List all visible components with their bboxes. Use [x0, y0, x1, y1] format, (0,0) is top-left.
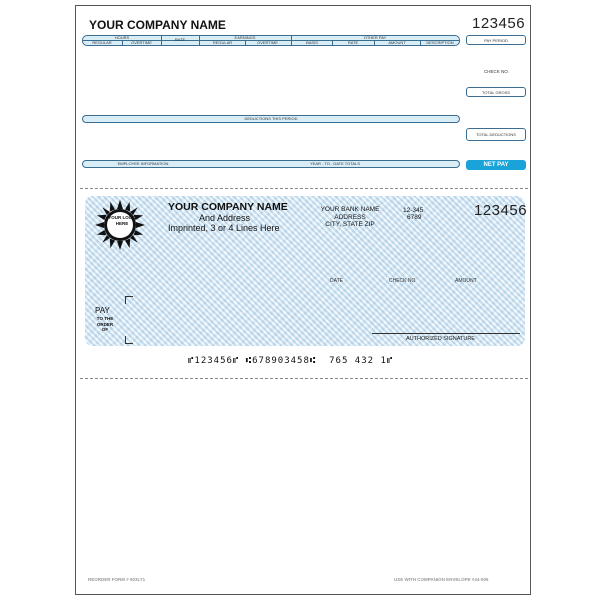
- col-hours-overtime: OVERTIME: [131, 40, 152, 45]
- pay-label: PAY: [95, 306, 110, 315]
- date-label: DATE: [330, 278, 343, 284]
- col-divider: [122, 40, 123, 46]
- total-gross-box: TOTAL GROSS: [466, 87, 526, 97]
- check-company-name: YOUR COMPANY NAME: [168, 201, 288, 213]
- col-earnings-overtime: OVERTIME: [257, 40, 278, 45]
- earnings-group-label: EARNINGS: [234, 35, 256, 40]
- col-divider: [374, 40, 375, 46]
- check-no-label: CHECK NO.: [484, 69, 510, 74]
- bank-city: CITY, STATE ZIP: [325, 221, 375, 228]
- address-line-2: Imprinted, 3 or 4 Lines Here: [168, 223, 280, 233]
- bank-address: ADDRESS: [334, 213, 366, 221]
- col-amount: AMOUNT: [388, 40, 406, 45]
- stub-check-number: 123456: [472, 15, 526, 32]
- routing-fraction: [403, 207, 423, 221]
- col-basis: BASIS: [306, 40, 318, 45]
- address-line-1: And Address: [199, 213, 251, 223]
- to-the-order-of-label: TO THE ORDER OF: [96, 316, 114, 332]
- companion-envelope-note: USE WITH COMPANION ENVELOPE #44-005: [394, 577, 489, 582]
- col-hours-regular: REGULAR: [92, 40, 112, 45]
- col-earnings-regular: REGULAR: [212, 40, 233, 45]
- total-deductions-box: TOTAL DEDUCTIONS: [466, 128, 526, 141]
- authorized-signature-label: AUTHORIZED SIGNATURE: [406, 336, 475, 342]
- col-rate: RATE: [174, 37, 186, 42]
- window-corner-mark: [125, 296, 133, 304]
- col-other-rate: RATE: [347, 40, 359, 45]
- col-divider: [420, 40, 421, 46]
- employee-information-label: EMPLOYEE INFORMATION: [117, 161, 169, 166]
- fraction-bottom: 6789: [407, 214, 422, 221]
- deductions-this-period-label: DEDUCTIONS THIS PERIOD: [244, 116, 298, 121]
- pay-period-box: PAY PERIOD: [466, 35, 526, 45]
- micr-line: ⑈123456⑈ ⑆678903458⑆ 765 432 1⑈: [188, 356, 394, 366]
- check-number: 123456: [474, 202, 528, 219]
- bank-name: YOUR BANK NAME: [320, 206, 380, 213]
- reorder-form-number: REORDER FORM # 903LT1: [88, 577, 146, 582]
- window-corner-mark: [125, 336, 133, 344]
- stub-company-name: YOUR COMPANY NAME: [89, 18, 226, 32]
- fraction-top: 12-345: [403, 207, 424, 214]
- col-divider: [199, 35, 200, 46]
- check-no-field-label: CHECK NO: [389, 278, 416, 284]
- company-address: [168, 213, 308, 233]
- amount-label: AMOUNT: [455, 278, 477, 284]
- net-pay-box: NET PAY: [466, 160, 526, 170]
- logo-placeholder-text: YOUR LOGO HERE: [108, 215, 136, 226]
- col-divider: [245, 40, 246, 46]
- col-description: DESCRIPTION: [426, 40, 454, 45]
- bank-info: [310, 206, 390, 229]
- col-divider: [332, 40, 333, 46]
- signature-line: [372, 333, 520, 334]
- perforation-line: [80, 378, 528, 379]
- other-pay-group-label: OTHER PAY: [363, 35, 387, 40]
- col-divider: [161, 35, 162, 46]
- perforation-line: [80, 188, 528, 189]
- hours-group-label: HOURS: [114, 35, 130, 40]
- year-to-date-totals-label: YEAR - TO - DATE TOTALS: [309, 161, 360, 166]
- col-divider: [291, 35, 292, 46]
